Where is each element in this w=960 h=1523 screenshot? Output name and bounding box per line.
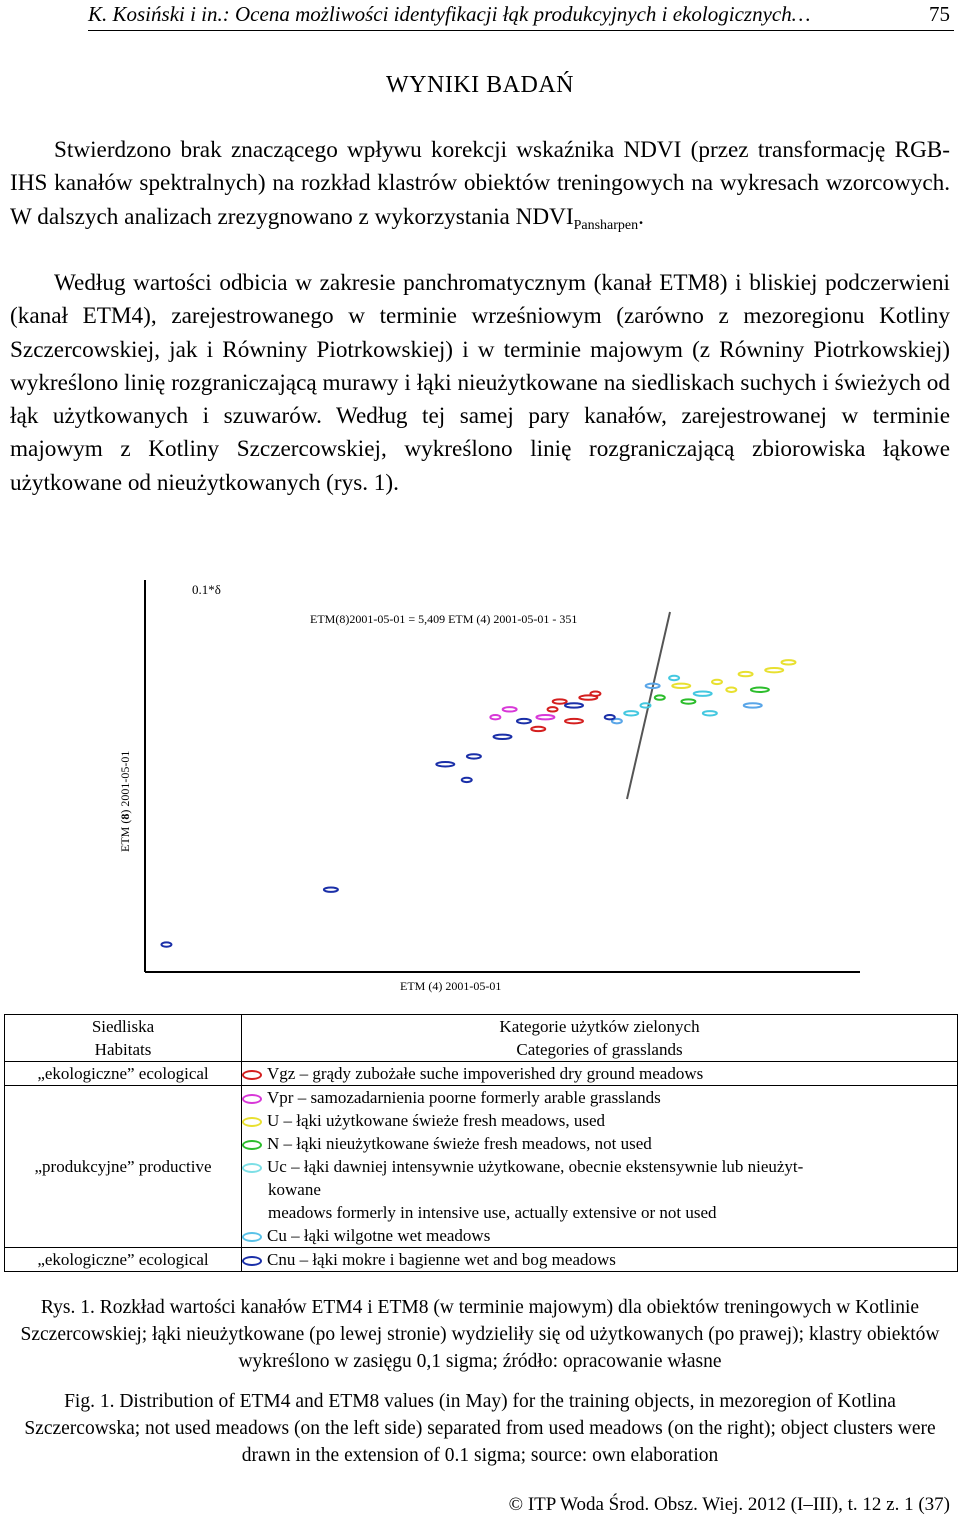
point-cnu-1 [324,887,338,891]
point-cnu-4 [517,719,531,723]
ellipse-icon [242,1140,262,1150]
col1-header-line1: Siedliska [91,1017,155,1036]
y-label-part-1: ETM ( [118,819,132,852]
point-u-1 [739,672,753,676]
chart-svg [100,572,860,1002]
divider-line [627,612,670,799]
y-label-part-2: 8 [118,813,132,820]
x-axis-label: ETM (4) 2001-05-01 [400,979,502,993]
point-vgz-4 [531,727,545,731]
point-uc-1 [624,711,638,715]
legend-item-text: N – łąki nieużytkowane świeże fresh meadows, not used [267,1134,652,1153]
legend-row-2 [5,1086,958,1248]
paragraph-2 [10,267,950,500]
legend-item-text: Uc – łąki dawniej intensywnie użytkowane, obecnie ekstensywnie lub nieużyt- [267,1157,804,1176]
point-vpr-2 [536,715,554,719]
legend-item-u [242,1109,957,1132]
legend-item-uc [242,1155,957,1178]
point-n-1 [681,699,695,703]
point-cnu-0 [161,942,171,946]
point-vgz-5 [565,719,583,723]
category-cell-1 [242,1062,958,1086]
legend-item-uc-en: meadows formerly in intensive use, actually extensive or not used [268,1203,717,1222]
point-vpr-0 [490,715,500,719]
paragraph-1-subscript: Pansharpen [573,217,639,233]
habitat-cell-1: „ekologiczne” ecological [5,1062,242,1086]
point-cu-2 [744,703,762,707]
legend-item-vpr [242,1086,957,1109]
legend-table [4,1014,958,1272]
point-cnu-3 [462,778,472,782]
point-u-5 [672,684,690,688]
point-n-0 [655,695,665,699]
col1-header-line2: Habitats [94,1040,152,1059]
legend-item-text: Vgz – grądy zubożałe suche impoverished dry ground meadows [267,1064,704,1083]
point-cnu-7 [467,754,481,758]
habitat-cell-3: „ekologiczne” ecological [5,1248,242,1272]
point-vgz-3 [590,691,600,695]
point-u-3 [726,688,736,692]
legend-row-1 [5,1062,958,1086]
habitat-cell-2: „produkcyjne” productive [5,1086,242,1248]
legend-item-n [242,1132,957,1155]
point-cnu-5 [565,703,583,707]
footer-copyright: © ITP Woda Środ. Obsz. Wiej. 2012 (I–III), t. 12 z. 1 (37) [508,1494,950,1515]
legend-header-row [5,1015,958,1062]
category-cell-2 [242,1086,958,1248]
point-u-0 [712,680,722,684]
y-axis-label [118,751,132,852]
running-header [88,0,954,31]
legend-item-text: Vpr – samozadarnienia poorne formerly arable grasslands [267,1088,661,1107]
point-u-2 [765,668,783,672]
point-vpr-1 [503,707,517,711]
col2-header-line2: Categories of grasslands [516,1040,683,1059]
point-cnu-8 [494,735,512,739]
col2-header [242,1015,958,1062]
point-uc-3 [669,676,679,680]
point-n-2 [751,688,769,692]
figure-caption-pl: Rys. 1. Rozkład wartości kanałów ETM4 i ETM8 (w terminie majowym) dla obiektów treningowych w Kotlinie Szczercowskiej; łąki nieużytkowane (po lewej stronie) wydzieliły się od użytkowanych (po prawej); klastry obiektów wykreślono w zasięgu 0,1 sigma; źródło: opracowanie własne [20,1297,940,1372]
legend-item-text: Cnu – łąki mokre i bagienne wet and bog meadows [267,1250,616,1269]
legend-item-text: Cu – łąki wilgotne wet meadows [267,1226,491,1245]
point-cnu-6 [605,715,615,719]
legend-item-cu [242,1224,957,1247]
point-uc-2 [694,691,712,695]
legend-item-uc-cont: kowane [268,1180,321,1199]
point-cnu-2 [436,762,454,766]
ellipse-icon [242,1163,262,1173]
running-title: K. Kosiński i in.: Ocena możliwości identyfikacji łąk produkcyjnych i ekologicznych… [88,2,811,26]
ellipse-icon [242,1094,262,1104]
section-heading: WYNIKI BADAŃ [386,72,574,98]
point-uc-4 [703,711,717,715]
paragraph-1-text: Stwierdzono brak znaczącego wpływu korekcji wskaźnika NDVI (przez transformację RGB-IHS kanałów spektralnych) na rozkład klastrów obiektów treningowych na wykresach wzorcowych. W dalszych analizach zrezygnowano z wykorzystania NDVI [10,137,950,230]
ellipse-icon [242,1232,262,1242]
chart-title: 0.1*δ [192,582,221,597]
col2-header-line1: Kategorie użytków zielonych [499,1017,700,1036]
point-vgz-0 [548,707,558,711]
y-label-part-3: ) 2001-05-01 [118,750,132,814]
paragraph-1-end: . [638,203,644,230]
legend-item-cnu [242,1248,957,1271]
category-cell-3 [242,1248,958,1272]
point-vgz-1 [553,699,567,703]
chart-annotation: ETM(8)2001-05-01 = 5,409 ETM (4) 2001-05-01 - 351 [310,612,578,626]
paragraph-1 [10,134,950,242]
ellipse-icon [242,1117,262,1127]
col1-header [5,1015,242,1062]
legend-item-vgz [242,1062,957,1085]
ellipse-icon [242,1256,262,1266]
ellipse-icon [242,1070,262,1080]
point-u-4 [782,660,796,664]
legend-row-3 [5,1248,958,1272]
legend-item-text: U – łąki użytkowane świeże fresh meadows, used [267,1111,606,1130]
scatter-chart [100,572,860,1002]
paragraph-2-text: Według wartości odbicia w zakresie panchromatycznym (kanał ETM8) i bliskiej podczerwieni (kanał ETM4), zarejestrowanego w terminie wrześniowym (zarówno z mezoregionu Kotliny Szczercowskiej, jak i Równiny Piotrkowskiej) i w terminie majowym (z Równiny Piotrkowskiej) wykreślono linię rozgraniczającą murawy i łąki nieużytkowane na siedliskach suchych i świeżych od łąk użytkowanych i szuwarów. Według tej samej pary kanałów, zarejestrowanej w terminie majowym z Kotliny Szczercowskiej, wykreślono linię rozgraniczającą zbiorowiska łąkowe użytkowane od nieużytkowanych (rys. 1). [10,270,950,496]
figure-caption-en: Fig. 1. Distribution of ETM4 and ETM8 values (in May) for the training objects, in mezoregion of Kotlina Szczercowska; not used meadows (on the left side) separated from used meadows (on the right); object clusters were drawn in the extension of 0.1 sigma; source: own elaboration [24,1391,936,1466]
page-number: 75 [929,2,950,26]
